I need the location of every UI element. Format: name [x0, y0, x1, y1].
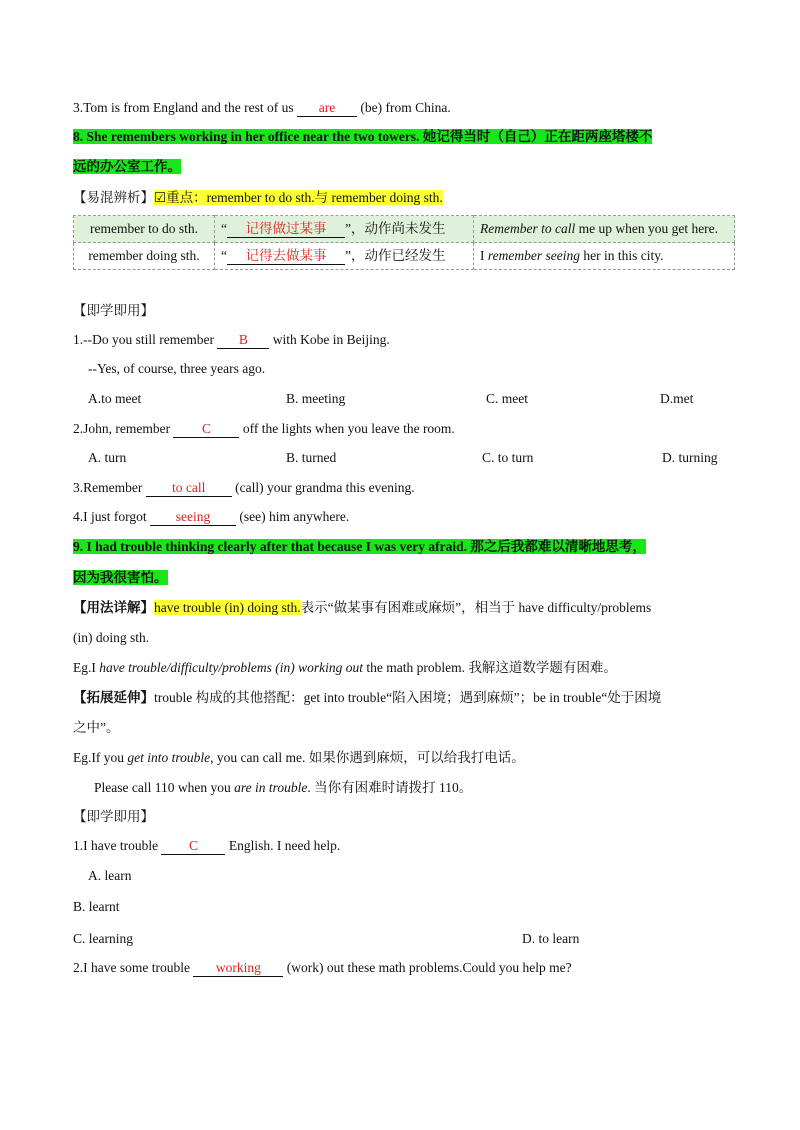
check-icon: ☑	[154, 190, 167, 205]
practice1-q4: 4.I just forgot seeing (see) him anywhere.	[73, 509, 350, 524]
sentence-9-cont: 因为我很害怕。	[73, 570, 168, 585]
option: C. learning	[73, 931, 133, 946]
extend-example-1: Eg.If you get into trouble, you can call me. 如果你遇到麻烦，可以给我打电话。	[73, 750, 525, 765]
sentence-8-cont: 远的办公室工作。	[73, 159, 181, 174]
practice2-q1: 1.I have trouble C English. I need help.	[73, 838, 341, 853]
practice2-q1-options-cd	[73, 929, 727, 949]
usage-heading: 【用法详解】have trouble (in) doing sth.表示“做某事有困难或麻烦”，相当于 have difficulty/problems	[73, 600, 652, 615]
option: B. learnt	[73, 899, 120, 914]
table-row: remember doing sth. “ 记得去做某事 ”，动作已经发生 I remember seeing her in this city.	[74, 243, 735, 270]
extend-cont: 之中”。	[73, 720, 120, 735]
option: C. meet	[486, 391, 528, 406]
practice-heading: 【即学即用】	[73, 303, 154, 318]
comparison-table	[73, 215, 735, 270]
practice1-q3: 3.Remember to call (call) your grandma this evening.	[73, 480, 415, 495]
practice-heading: 【即学即用】	[73, 809, 154, 824]
option: B. turned	[286, 450, 337, 465]
extend-example-2: Please call 110 when you are in trouble. 当你有困难时请拨打 110。	[94, 780, 473, 795]
practice2-q2: 2.I have some trouble working (work) out these math problems.Could you help me?	[73, 960, 572, 975]
question-tom: 3.Tom is from England and the rest of us are (be) from China.	[73, 100, 451, 115]
practice1-q1-reply: --Yes, of course, three years ago.	[88, 361, 266, 376]
usage-example: Eg.I have trouble/difficulty/problems (in) working out the math problem. 我解这道数学题有困难。	[73, 660, 617, 675]
option: A. turn	[88, 450, 127, 465]
option: A. learn	[88, 868, 132, 883]
option: D. to learn	[522, 931, 580, 946]
confuse-heading: 【易混辨析】☑重点：remember to do sth.与 remember doing sth.	[73, 190, 443, 205]
sentence-9: 9. I had trouble thinking clearly after that because I was very afraid. 那之后我都难以清晰地思考，	[73, 539, 646, 554]
table-row: remember to do sth. “ 记得做过某事 ”，动作尚未发生 Remember to call me up when you get here.	[74, 216, 735, 243]
answer-blank: are	[297, 100, 357, 117]
sentence-8: 8. She remembers working in her office near the two towers. 她记得当时（自己）正在距两座塔楼不	[73, 129, 653, 144]
usage-cont: (in) doing sth.	[73, 630, 150, 645]
option: B. meeting	[286, 391, 346, 406]
practice1-q2: 2.John, remember C off the lights when you leave the room.	[73, 421, 455, 436]
option: D. turning	[662, 450, 718, 465]
option: D.met	[660, 391, 694, 406]
option: A.to meet	[88, 391, 142, 406]
option: C. to turn	[482, 450, 534, 465]
extend-heading: 【拓展延伸】trouble 构成的其他搭配：get into trouble“陷入困境；遇到麻烦”；be in trouble“处于困境	[73, 690, 662, 705]
practice1-q1: 1.--Do you still remember B with Kobe in Beijing.	[73, 332, 390, 347]
